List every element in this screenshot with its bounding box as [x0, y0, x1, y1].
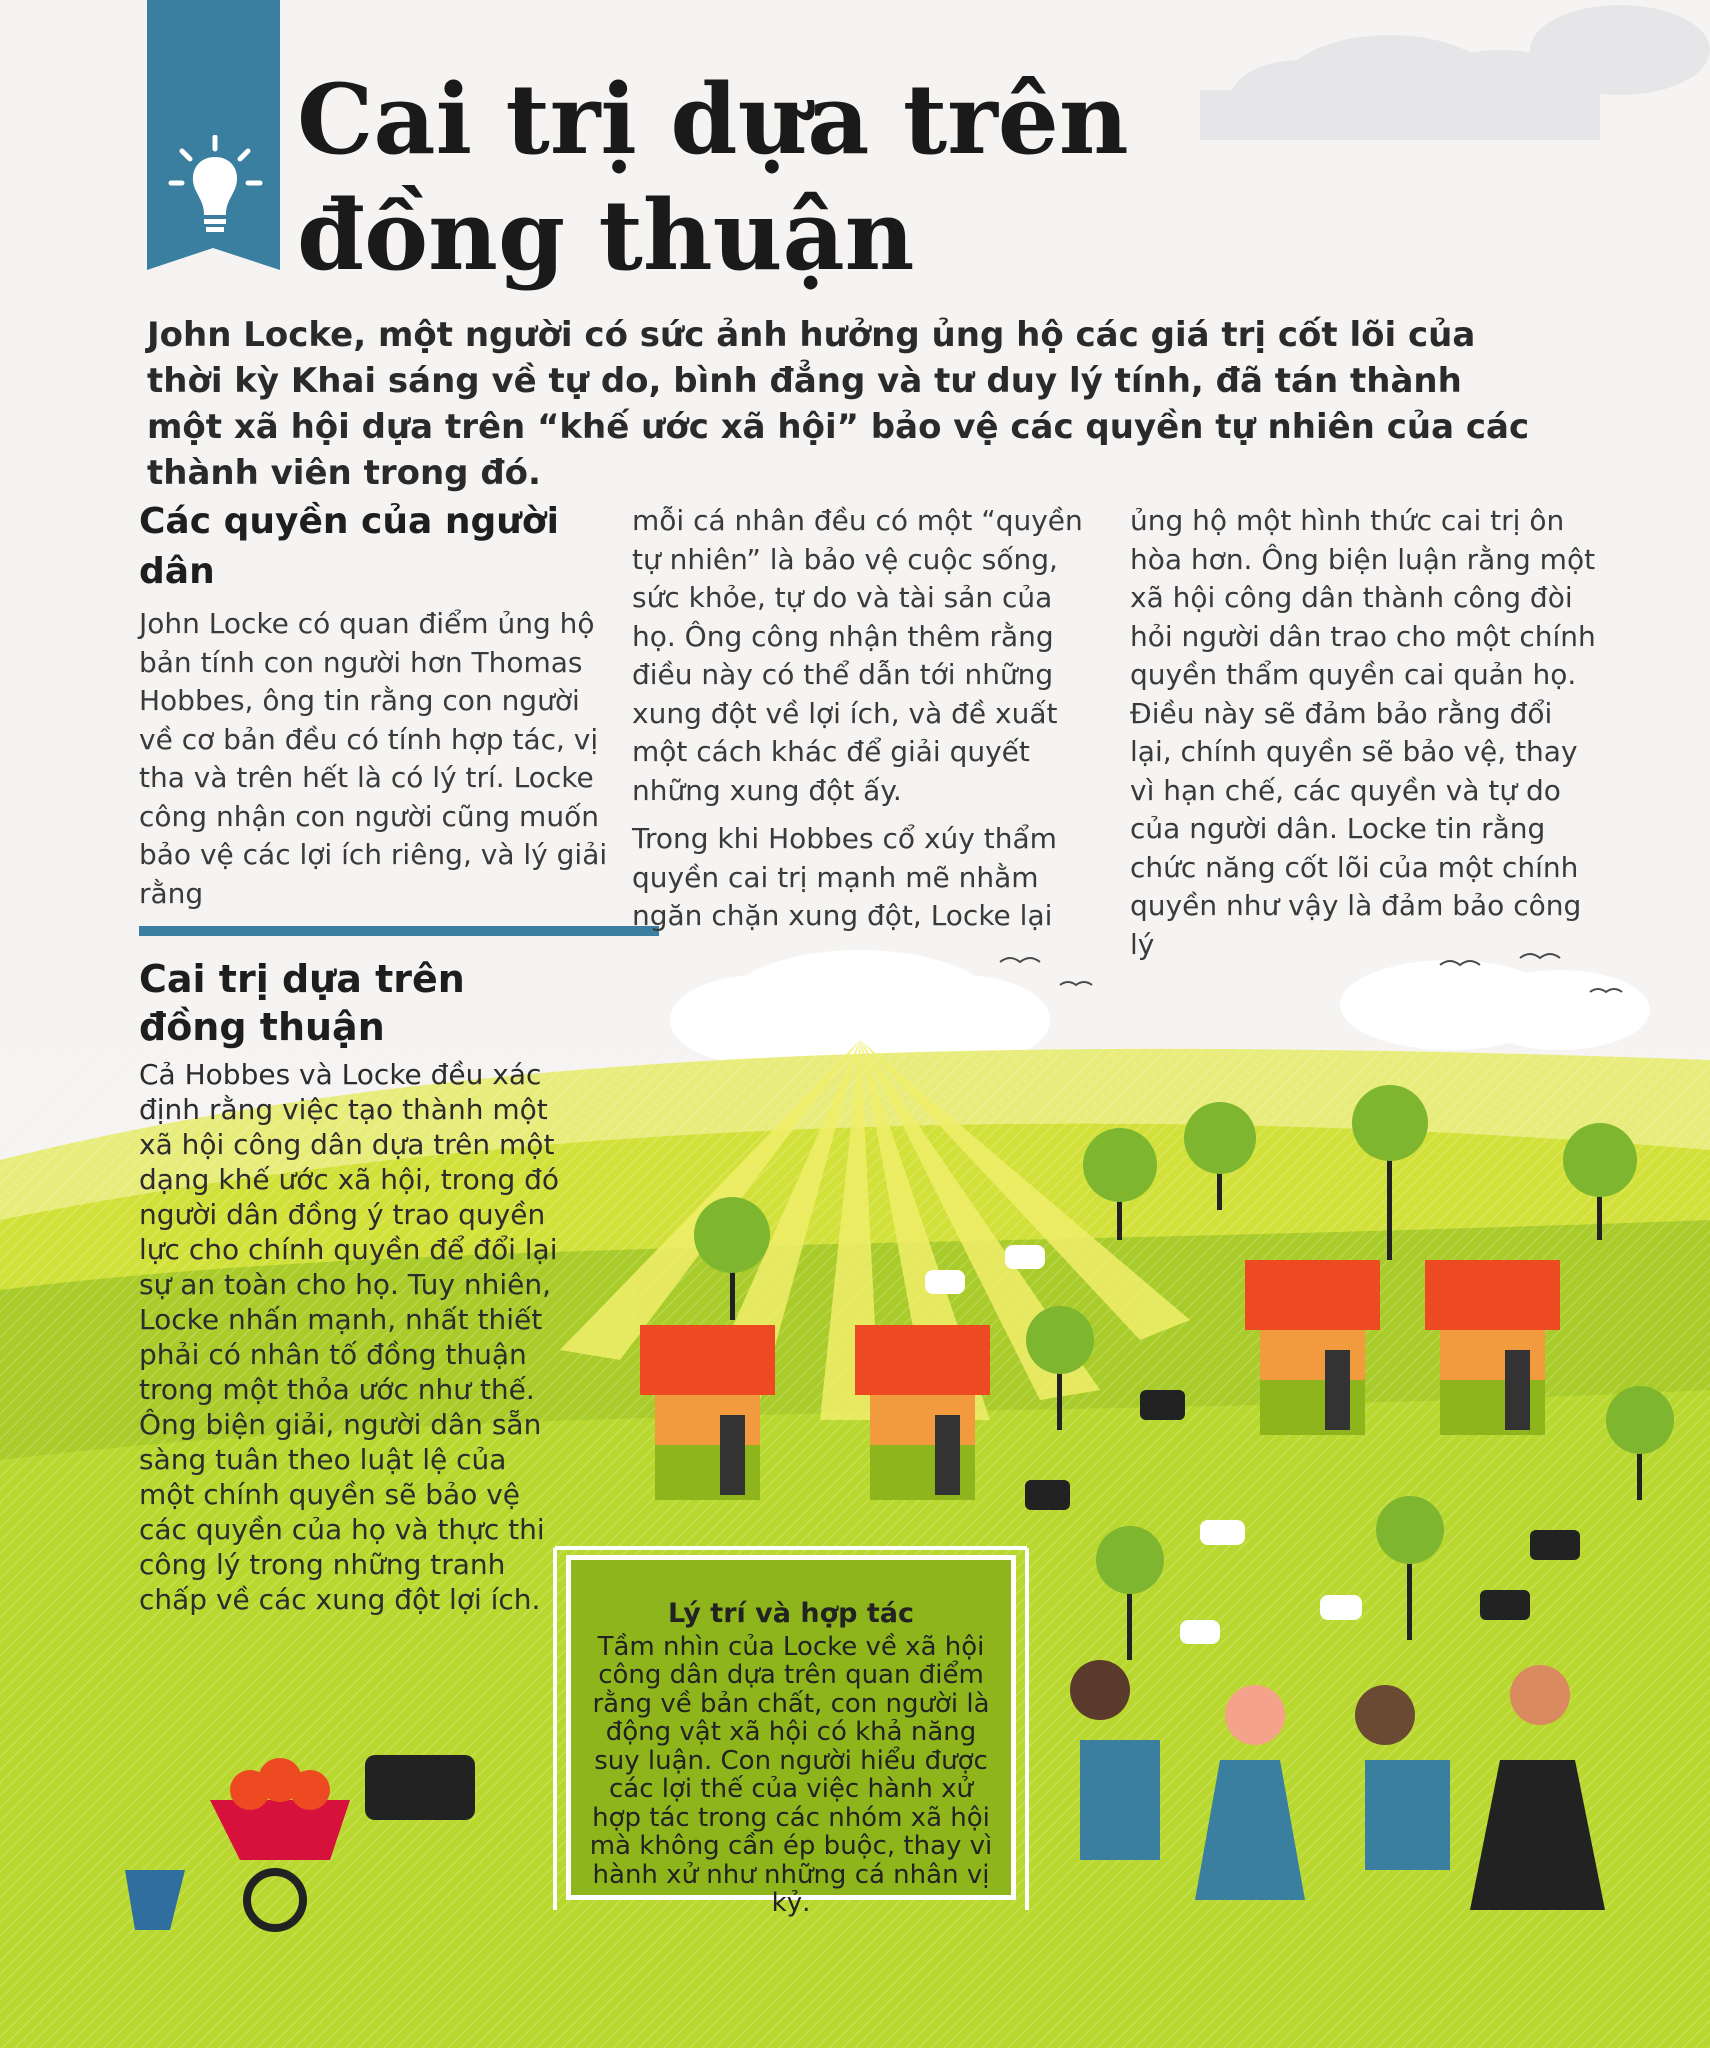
column-2-text-a: mỗi cá nhân đều có một “quyền tự nhiên” là bảo vệ cuộc sống, sức khỏe, tự do và tài sản của họ. Ông công nhận thêm rằng điều này có thể dẫn tới những xung đột về lợi ích, và đề xuất một cách khác để giải quyết những xung đột ấy.: [632, 504, 1083, 807]
intro-paragraph: John Locke, một người có sức ảnh hưởng ủng hộ các giá trị cốt lõi của thời kỳ Khai sáng về tự do, bình đẳng và tư duy lý tính, đã tán thành một xã hội dựa trên “khế ước xã hội” bảo vệ các quyền tự nhiên của các thành viên trong đó.: [147, 315, 1530, 493]
box-text: Tầm nhìn của Locke về xã hội công dân dựa trên quan điểm rằng về bản chất, con người là động vật xã hội có khả năng suy luận. Con người hiểu được các lợi thế của việc hành xử hợp tác trong các nhóm xã hội mà không cần ép buộc, thay vì hành xử như những cá nhân vị kỷ.: [589, 1631, 993, 1918]
lightbulb-icon: [168, 135, 263, 245]
page-title: Cai trị dựa trên đồng thuận: [297, 63, 1129, 292]
column-2: [632, 502, 1092, 936]
cloud-top: [1200, 5, 1710, 150]
section-consent: [139, 955, 569, 1617]
column-1: [139, 497, 609, 913]
box-heading: Lý trí và hợp tác: [667, 1598, 915, 1629]
reason-cooperation-box: [566, 1555, 1016, 1918]
section-consent-text: Cả Hobbes và Locke đều xác định rằng việc tạo thành một xã hội công dân dựa trên một dạng khế ước xã hội, trong đó người dân đồng ý trao quyền lực cho chính quyền để đổi lại sự an toàn cho họ. Tuy nhiên, Locke nhấn mạnh, nhất thiết phải có nhân tố đồng thuận trong một thỏa ước như thế. Ông biện giải, người dân sẵn sàng tuân theo luật lệ của một chính quyền sẽ bảo vệ các quyền của họ và thực thi công lý trong những tranh chấp về các xung đột lợi ích.: [139, 1058, 560, 1616]
column-1-text: John Locke có quan điểm ủng hộ bản tính con người hơn Thomas Hobbes, ông tin rằng con người về cơ bản đều có tính hợp tác, vị tha và trên hết là có lý trí. Locke công nhận con người cũng muốn bảo vệ các lợi ích riêng, và lý giải rằng: [139, 607, 608, 910]
column-2-text-b: Trong khi Hobbes cổ xúy thẩm quyền cai trị mạnh mẽ nhằm ngăn chặn xung đột, Locke lại: [632, 822, 1057, 932]
column-3: [1130, 502, 1600, 964]
section-heading-consent: Cai trị dựa trên đồng thuận: [139, 957, 465, 1049]
column-3-text: ủng hộ một hình thức cai trị ôn hòa hơn. Ông biện luận rằng một xã hội công dân thành công đòi hỏi người dân trao cho một chính quyền thẩm quyền cai quản họ. Điều này sẽ đảm bảo rằng đổi lại, chính quyền sẽ bảo vệ, thay vì hạn chế, các quyền và tự do của người dân. Locke tin rằng chức năng cốt lõi của một chính quyền như vậy là đảm bảo công lý: [1130, 504, 1596, 961]
section-heading-rights: Các quyền của người dân: [139, 501, 559, 592]
